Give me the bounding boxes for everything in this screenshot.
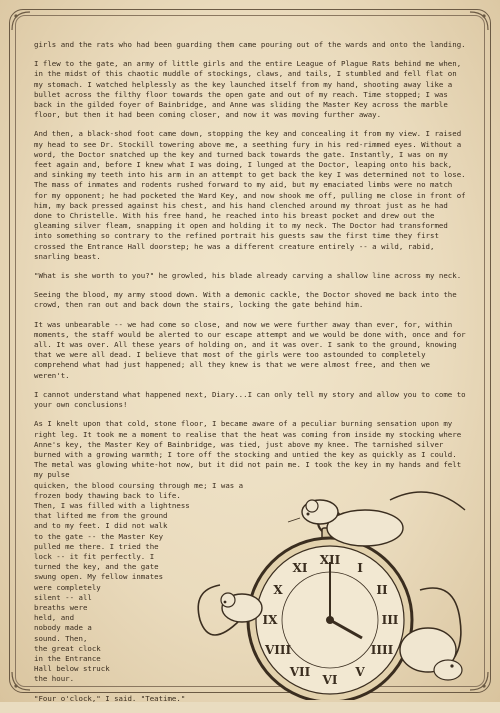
narrow-line: lock -- it fit perfectly. I bbox=[34, 551, 155, 561]
rat-tail bbox=[390, 492, 465, 510]
narrow-line: nobody made a bbox=[34, 623, 92, 633]
clock-numeral: V bbox=[355, 664, 365, 679]
narrow-line: turned the key, and the gate bbox=[34, 562, 159, 572]
narrow-line: frozen body thawing back to life. bbox=[34, 490, 181, 500]
clock-numeral: VIII bbox=[264, 643, 292, 657]
narrow-line: that lifted me from the ground bbox=[34, 511, 168, 521]
clock-numeral: XII bbox=[319, 553, 341, 567]
narrow-line: breaths were bbox=[34, 602, 88, 612]
clock-numeral: II bbox=[376, 583, 388, 597]
clock-numeral: XI bbox=[292, 561, 308, 576]
narrow-line: and to my feet. I did not walk bbox=[34, 521, 168, 531]
corner-flourish-icon bbox=[10, 670, 32, 692]
clock-numeral: III bbox=[381, 613, 399, 627]
narrow-line: the hour. bbox=[34, 674, 75, 684]
paragraph: As I knelt upon that cold, stone floor, I became aware of a peculiar burning sensation upon my right leg. It took me a moment to realise that the heat was coming from inside my stocking where Anne's key, the Master Key of Bainbridge, was tied, just above my knee. The tarnished silver burned with a growing warmth; I tore off the stocking and untied the key as quickly as I could. The metal was glowing white-hot now, but it did not pain me. I took the key in my hands and felt my pulse bbox=[34, 419, 462, 480]
paragraph: I flew to the gate, an army of little girls and the entire League of Plague Rats behind me when, in the midst of this chaotic muddle of stockings, claws, and tails, I stumbled and fell flat on my stomach. I watched helplessly as the key launched itself from my hand, shooting away like a bullet across the filthy floor towards the open gate and out of my reach. Time stopped; I was back in the gilded foyer of Bainbridge, and Anne was sliding the Master Key across the marble floor, but then it had been coming closer, and now it was moving further away. bbox=[34, 59, 462, 120]
narrow-line: sound. Then, bbox=[34, 633, 88, 643]
narrow-line: the great clock bbox=[34, 643, 101, 653]
clock-numeral: VII bbox=[289, 664, 311, 679]
narrow-line: silent -- all bbox=[34, 592, 92, 602]
narrow-line: swung open. My fellow inmates bbox=[34, 572, 164, 582]
hand-pivot bbox=[326, 616, 334, 624]
narrow-line: to the gate -- the Master Key bbox=[34, 531, 164, 541]
pocket-watch-illustration bbox=[180, 470, 480, 700]
paragraph: I cannot understand what happened next, Diary...I can only tell my story and allow you to come to your own conclusions! bbox=[34, 389, 466, 410]
rat-on-top-icon bbox=[288, 500, 403, 546]
paragraph: Seeing the blood, my army stood down. With a demonic cackle, the Doctor shoved me back into the crowd, then ran out and back down the stairs, locking the gate behind him. bbox=[34, 290, 457, 310]
paragraph: It was unbearable -- we had come so close, and now we were further away than ever, for, within moments, the staff would be alerted to our escape attempt and we would be done with, once and for all. It was over. All these years of holding on, and it was over. I sank to the ground, knowing that we were all dead. I believe that most of the girls were too astounded to completely comprehend what had just happened; all they knew is that we were almost free, and then we weren't. bbox=[34, 319, 466, 380]
closing-line: "Four o'clock," I said. "Teatime." bbox=[34, 693, 186, 703]
narrow-line: quicken, the blood coursing through me; I was a bbox=[34, 480, 244, 490]
narrow-line: pulled me there. I tried the bbox=[34, 541, 159, 551]
clock-numeral: X bbox=[273, 583, 283, 597]
corner-flourish-icon bbox=[10, 10, 32, 32]
narrow-line: were completely bbox=[34, 582, 101, 592]
clock-numeral: IIII bbox=[370, 643, 394, 657]
rat-right-icon bbox=[400, 628, 462, 680]
corner-flourish-icon bbox=[468, 10, 490, 32]
narrow-line: in the Entrance bbox=[34, 653, 101, 663]
clock-numeral: IX bbox=[262, 613, 278, 627]
clock-numeral: VI bbox=[322, 673, 338, 687]
rat-left-icon bbox=[221, 593, 262, 622]
narrow-line: Hall below struck bbox=[34, 664, 110, 674]
paragraph: And then, a black-shod foot came down, stopping the key and concealing it from my view. I raised my head to see Dr. Stockill towering above me, a seething fury in his red-rimmed eyes. Without a word, the Doctor snatched up the key and turned back towards the gate. Instantly, I was on my feet again and, before I knew what I was doing, I lunged at the Doctor, leaping onto his back, and sinking my teeth into his arm in an attempt to get back the key I was determined not to lose. The mass of inmates and rodents rushed forward to my aid, but my emaciated limbs were no match for my opponent; he had pocketed the Ward Key, and now shook me off, pulling me close in front of him, my back pressed against his chest, and his hand clenched around my throat just as he had done to Christelle. With his free hand, he reached into his breast pocket and drew out the gleaming silver fleam, snapping it open and holding it to my neck. The Doctor had transformed into something so contrary to the refined portrait his guests saw the first time they first crossed the Entrance Hall doorstep; he was a different creature entirely -- a wild, rabid, snarling beast. bbox=[34, 129, 466, 261]
paragraph: girls and the rats who had been guarding them came pouring out of the wards and onto the landing. bbox=[34, 40, 466, 49]
paragraph: "What is she worth to you?" he growled, his blade already carving a shallow line across my neck. bbox=[34, 271, 462, 281]
narrow-line: held, and bbox=[34, 613, 75, 623]
narrow-line: Then, I was filled with a lightness bbox=[34, 500, 190, 510]
clock-numeral: I bbox=[357, 561, 363, 576]
